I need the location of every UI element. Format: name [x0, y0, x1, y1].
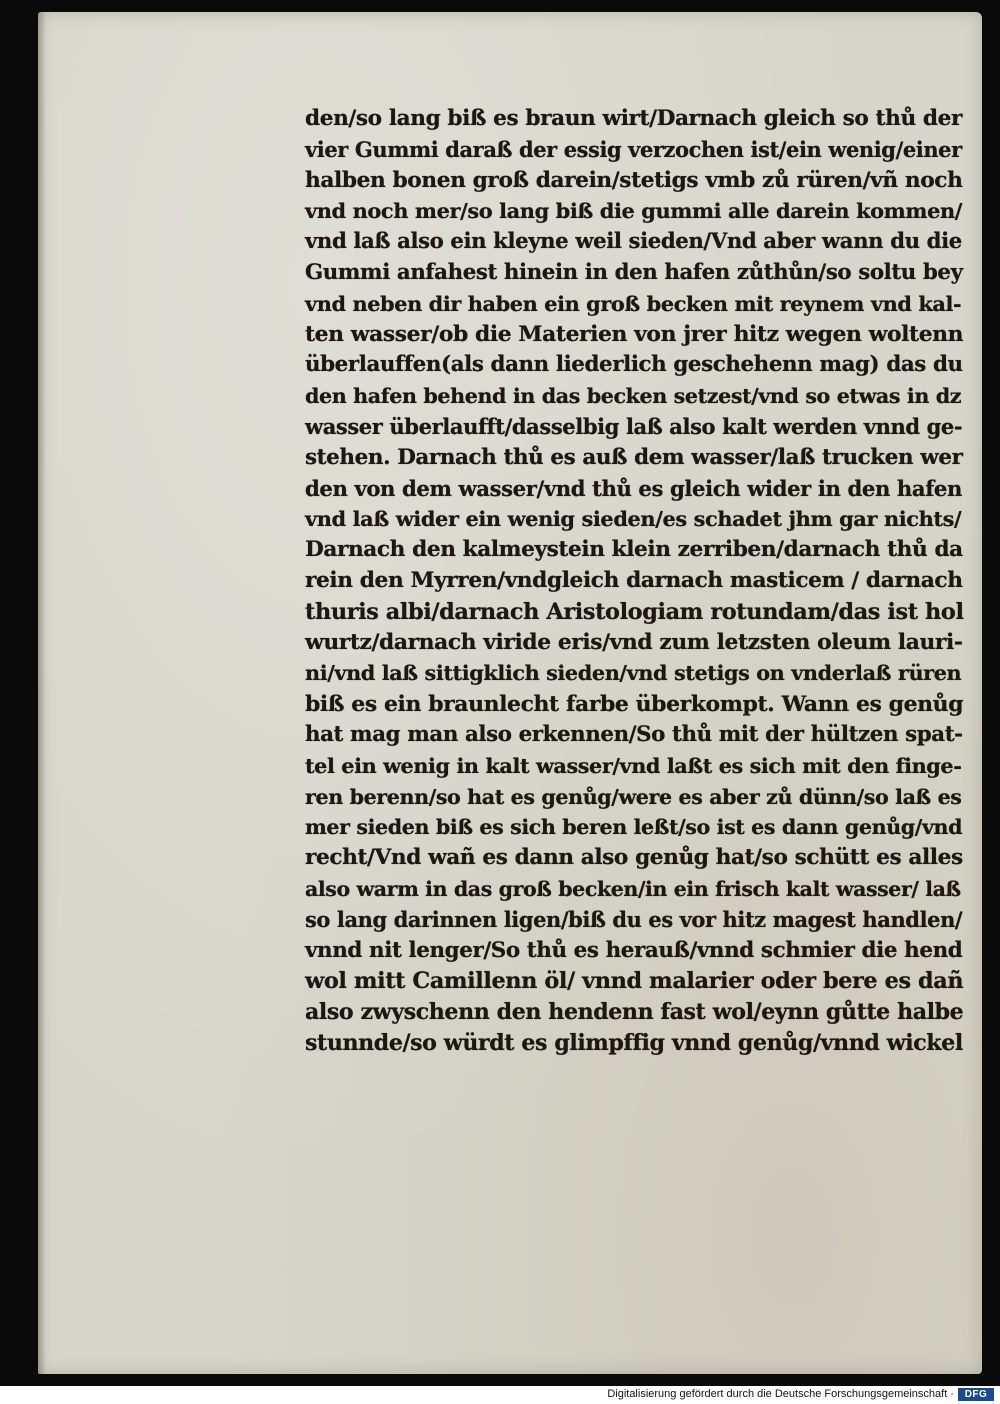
- text-line-31: stunnde/so würdt es glimpffig vnnd genůg/vnnd wickel: [305, 1029, 963, 1056]
- text-line-23: ren berenn/so hat es genůg/were es aber zů dünn/so laß es: [305, 784, 962, 809]
- text-line-2: vier Gummi daraß der essig verzochen ist/ein wenig/einer: [305, 136, 962, 162]
- text-line-28: vnnd nit lenger/So thů es herauß/vnnd schmier die hend: [305, 937, 963, 963]
- text-line-7: vnd neben dir haben ein groß becken mit reynem vnd kal-: [305, 290, 962, 316]
- text-line-15: Darnach den kalmeystein klein zerriben/darnach thů da: [305, 537, 963, 563]
- text-line-20: biß es ein braunlecht farbe überkompt. Wann es genůg: [305, 691, 964, 718]
- text-line-14: vnd laß wider ein wenig sieden/es schadet jhm gar nichts/: [305, 506, 962, 532]
- text-line-22: tel ein wenig in kalt wasser/vnd laßt es sich mit den finge-: [305, 753, 962, 778]
- text-line-17: thuris albi/darnach Aristologiam rotundam/das ist hol: [305, 598, 964, 625]
- page-edge-shadow: [38, 12, 46, 1374]
- text-line-24: mer sieden biß es sich beren leßt/so ist es dann genůg/vnd: [305, 815, 963, 840]
- text-line-11: wasser überlaufft/dasselbig laß also kalt werden vnnd ge-: [305, 413, 963, 439]
- text-line-6: Gummi anfahest hinein in den hafen zůthůn/so soltu bey: [305, 259, 963, 285]
- text-line-12: stehen. Darnach thů es auß dem wasser/laß trucken wer: [305, 444, 963, 470]
- dfg-logo[interactable]: DFG: [958, 1388, 994, 1401]
- funding-credit: Digitalisierung gefördert durch die Deutsche Forschungsgemeinschaft ·: [607, 1388, 954, 1400]
- text-line-19: ni/vnd laß sittigklich sieden/vnd stetigs on vnderlaß rüren: [305, 660, 962, 686]
- text-line-30: also zwyschenn den hendenn fast wol/eynn gůtte halbe: [305, 999, 964, 1026]
- text-line-10: den hafen behend in das becken setzest/vnd so etwas in dz: [305, 384, 962, 409]
- text-line-26: also warm in das groß becken/in ein frisch kalt wasser/ laß: [305, 876, 961, 901]
- text-line-16: rein den Myrren/vndgleich darnach masticem / darnach: [305, 567, 963, 593]
- text-line-13: den von dem wasser/vnd thů es gleich wider in den hafen: [305, 475, 962, 501]
- text-line-29: wol mitt Camillenn öl/ vnnd malarier oder bere es dañ: [305, 968, 964, 995]
- text-block: [305, 104, 965, 1059]
- text-line-27: so lang darinnen ligen/biß du es vor hitz magest handlen/: [305, 906, 963, 932]
- text-line-3: halben bonen groß darein/stetigs vmb zů rüren/vñ noch: [305, 167, 963, 193]
- text-line-18: wurtz/darnach viride eris/vnd zum letzsten oleum lauri-: [305, 629, 963, 655]
- footer-bar: [0, 1386, 1000, 1404]
- text-line-8: ten wasser/ob die Materien von jrer hitz wegen woltenn: [305, 321, 964, 347]
- text-line-4: vnd noch mer/so lang biß die gummi alle darein kommen/: [305, 198, 962, 224]
- text-line-9: überlauffen(als dann liederlich geschehenn mag) das du: [305, 352, 963, 378]
- text-line-1: den/so lang biß es braun wirt/Darnach gleich so thů der: [305, 106, 962, 131]
- text-line-25: recht/Vnd wañ es dann also genůg hat/so schütt es alles: [305, 845, 963, 871]
- text-line-21: hat mag man also erkennen/So thů mit der hültzen spat-: [305, 721, 963, 747]
- text-line-5: vnd laß also ein kleyne weil sieden/Vnd aber wann du die: [305, 229, 962, 255]
